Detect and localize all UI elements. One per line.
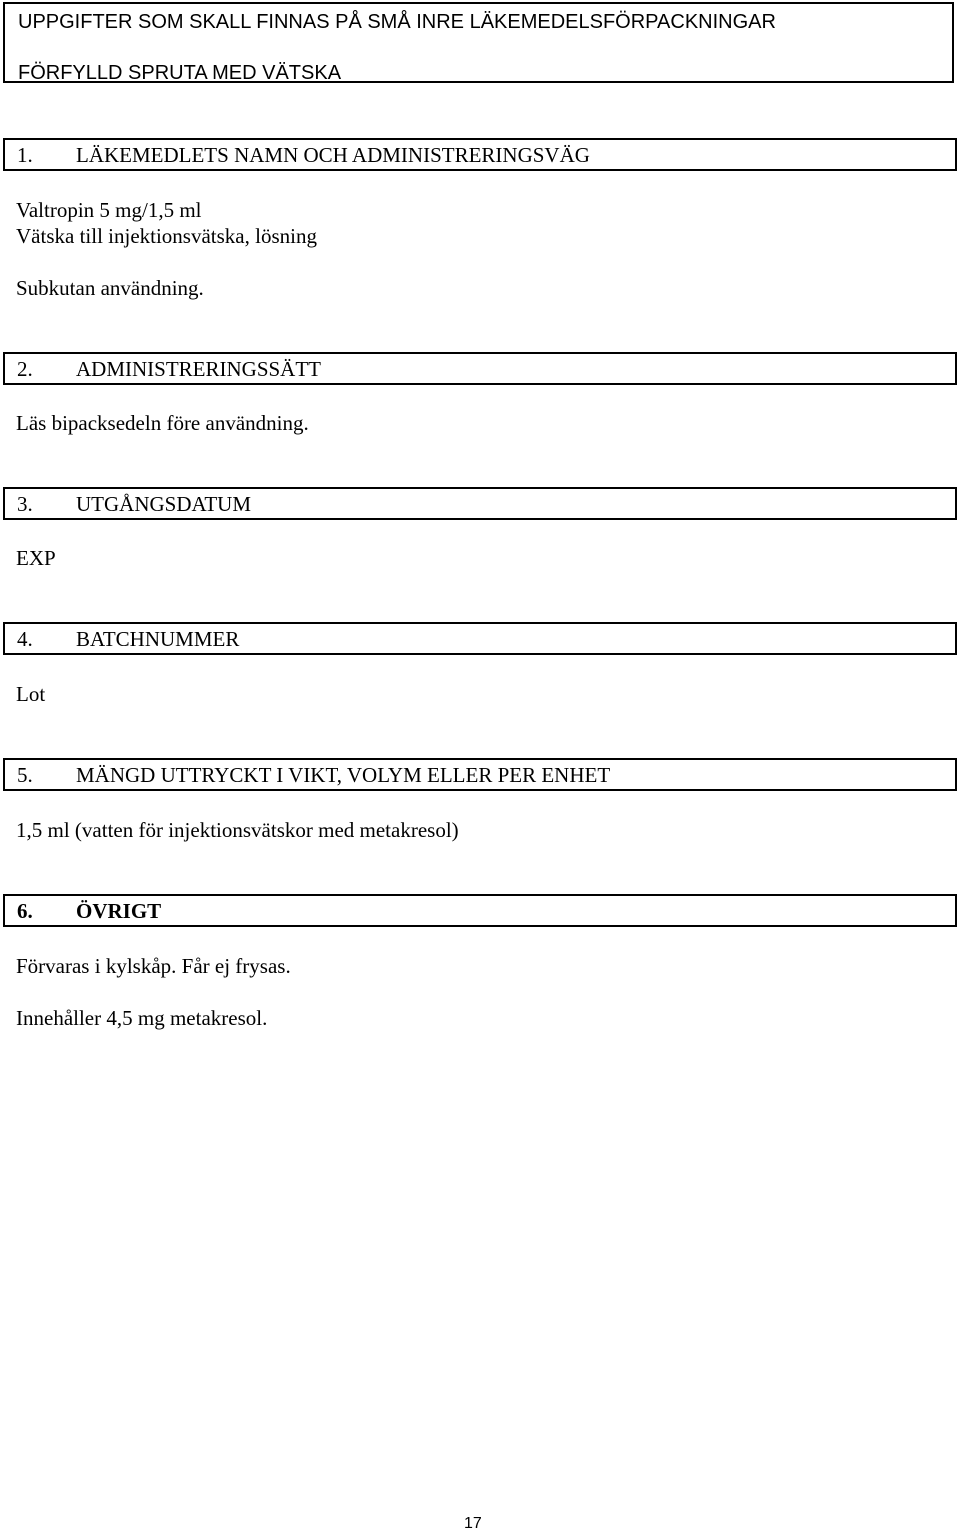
section-2-heading	[3, 352, 957, 385]
section-3-number: 3.	[17, 492, 33, 516]
section-2-title: ADMINISTRERINGSSÄTT	[76, 357, 322, 381]
section-6-title: ÖVRIGT	[76, 899, 162, 923]
section-6-heading	[3, 894, 957, 927]
product-name: Valtropin 5 mg/1,5 ml	[16, 198, 202, 222]
section-6-number: 6.	[17, 899, 33, 923]
section-4-title: BATCHNUMMER	[76, 627, 240, 651]
section-5-number: 5.	[17, 763, 33, 787]
excipient-statement: Innehåller 4,5 mg metakresol.	[16, 1006, 268, 1030]
page-number: 17	[464, 1515, 482, 1532]
route-of-administration: Subkutan användning.	[16, 276, 204, 300]
content-quantity: 1,5 ml (vatten för injektionsvätskor med metakresol)	[16, 818, 459, 842]
pharmaceutical-form: Vätska till injektionsvätska, lösning	[16, 224, 317, 248]
section-5-heading	[3, 758, 957, 791]
expiry-label: EXP	[16, 546, 56, 570]
header-subtitle: FÖRFYLLD SPRUTA MED VÄTSKA	[18, 62, 342, 84]
section-3-title: UTGÅNGSDATUM	[76, 492, 252, 516]
section-4-number: 4.	[17, 627, 33, 651]
batch-label: Lot	[16, 682, 46, 706]
administration-instruction: Läs bipacksedeln före användning.	[16, 411, 309, 435]
section-2-number: 2.	[17, 357, 33, 381]
section-1-number: 1.	[17, 143, 33, 167]
section-3-heading	[3, 487, 957, 520]
section-1-heading	[3, 138, 957, 171]
section-1-title: LÄKEMEDLETS NAMN OCH ADMINISTRERINGSVÄG	[76, 143, 590, 167]
header-title: UPPGIFTER SOM SKALL FINNAS PÅ SMÅ INRE LÄKEMEDELSFÖRPACKNINGAR	[18, 11, 776, 33]
section-5-title: MÄNGD UTTRYCKT I VIKT, VOLYM ELLER PER ENHET	[76, 763, 611, 787]
document-header-box	[3, 2, 954, 83]
storage-instruction: Förvaras i kylskåp. Får ej frysas.	[16, 954, 291, 978]
section-4-heading	[3, 622, 957, 655]
